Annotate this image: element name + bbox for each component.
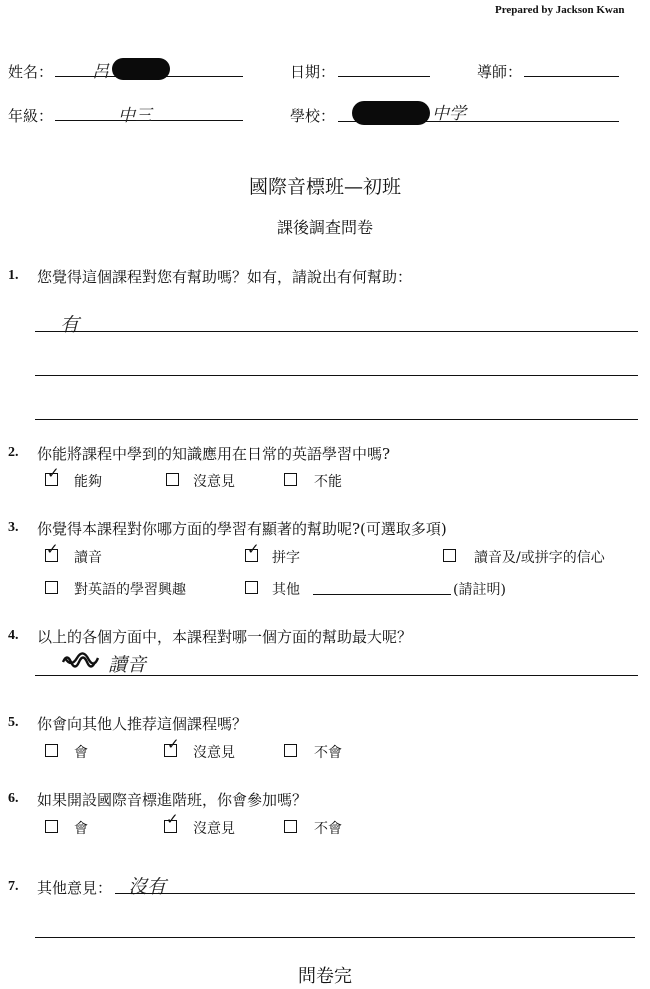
option-label: 其他 bbox=[272, 582, 300, 598]
option-label: 對英語的學習興趣 bbox=[74, 582, 186, 598]
option-label: 不能 bbox=[314, 474, 342, 490]
date-field-line[interactable] bbox=[338, 76, 430, 77]
form-title: 國際音標班—初班 bbox=[248, 176, 401, 198]
answer-line[interactable] bbox=[35, 375, 638, 376]
check-mark-icon: ✓ bbox=[47, 464, 60, 482]
question-number: 7. bbox=[8, 879, 19, 894]
option-label: 不會 bbox=[314, 821, 342, 837]
question-number: 2. bbox=[8, 445, 19, 460]
answer-line[interactable] bbox=[35, 419, 638, 420]
option-label: 沒意見 bbox=[193, 821, 235, 837]
tutor-label: 導師： bbox=[477, 63, 523, 81]
checkbox[interactable] bbox=[245, 581, 258, 594]
grade-value: 中三 bbox=[118, 106, 152, 126]
answer-line[interactable] bbox=[35, 331, 638, 332]
specify-note: (請註明) bbox=[453, 582, 506, 598]
check-mark-icon: ✓ bbox=[166, 810, 179, 828]
option-label: 讀音及/或拼字的信心 bbox=[474, 550, 605, 566]
name-value: 呂 bbox=[92, 62, 109, 82]
question-number: 4. bbox=[8, 628, 19, 643]
option-label: 讀音 bbox=[74, 550, 102, 566]
question-text: 如果開設國際音標進階班，你會參加嗎？ bbox=[37, 791, 308, 809]
checkbox[interactable] bbox=[45, 581, 58, 594]
checkbox[interactable] bbox=[443, 549, 456, 562]
form-subtitle: 課後調查問卷 bbox=[276, 218, 373, 237]
tutor-field-line[interactable] bbox=[524, 76, 619, 77]
answer-line[interactable] bbox=[35, 937, 635, 938]
option-label: 會 bbox=[74, 745, 88, 761]
checkbox[interactable] bbox=[45, 820, 58, 833]
option-label: 沒意見 bbox=[193, 745, 235, 761]
answer-line[interactable] bbox=[115, 893, 635, 894]
question-number: 3. bbox=[8, 520, 19, 535]
question-number: 1. bbox=[8, 268, 19, 283]
school-label: 學校： bbox=[290, 107, 336, 125]
question-text: 以上的各個方面中，本課程對哪一個方面的幫助最大呢？ bbox=[37, 628, 413, 646]
checkbox[interactable] bbox=[284, 473, 297, 486]
q4-answer: 讀音 bbox=[108, 654, 147, 676]
question-number: 6. bbox=[8, 791, 19, 806]
question-text: 其他意見： bbox=[37, 879, 113, 897]
other-specify-line[interactable] bbox=[313, 594, 451, 595]
question-text: 您覺得這個課程對您有幫助嗎？如有，請說出有何幫助： bbox=[37, 268, 413, 286]
check-mark-icon: ✓ bbox=[167, 735, 180, 753]
question-number: 5. bbox=[8, 715, 19, 730]
checkbox[interactable] bbox=[166, 473, 179, 486]
question-text: 你會向其他人推荐這個課程嗎？ bbox=[37, 715, 248, 733]
grade-label: 年級： bbox=[8, 107, 54, 125]
school-value: 中学 bbox=[432, 104, 466, 124]
prepared-by: Prepared by Jackson Kwan bbox=[495, 4, 625, 16]
question-text: 你能將課程中學到的知識應用在日常的英語學習中嗎? bbox=[37, 445, 391, 463]
check-mark-icon: ✓ bbox=[247, 540, 260, 558]
option-label: 沒意見 bbox=[193, 474, 235, 490]
checkbox[interactable] bbox=[45, 744, 58, 757]
answer-line[interactable] bbox=[35, 675, 638, 676]
option-label: 會 bbox=[74, 821, 88, 837]
checkbox[interactable] bbox=[284, 820, 297, 833]
q7-answer: 沒有 bbox=[128, 876, 167, 898]
name-label: 姓名： bbox=[8, 63, 54, 81]
end-of-questionnaire: 問卷完 bbox=[298, 966, 352, 987]
q1-answer: 有 bbox=[60, 314, 80, 336]
date-label: 日期： bbox=[290, 63, 336, 81]
checkbox[interactable] bbox=[284, 744, 297, 757]
scribble-icon bbox=[60, 650, 100, 672]
question-text: 你覺得本課程對你哪方面的學習有顯著的幫助呢?(可選取多項) bbox=[37, 520, 447, 538]
check-mark-icon: ✓ bbox=[46, 540, 59, 558]
redaction-mark bbox=[352, 101, 430, 125]
option-label: 不會 bbox=[314, 745, 342, 761]
option-label: 能夠 bbox=[74, 474, 102, 490]
redaction-mark bbox=[112, 58, 170, 80]
option-label: 拼字 bbox=[272, 550, 300, 566]
